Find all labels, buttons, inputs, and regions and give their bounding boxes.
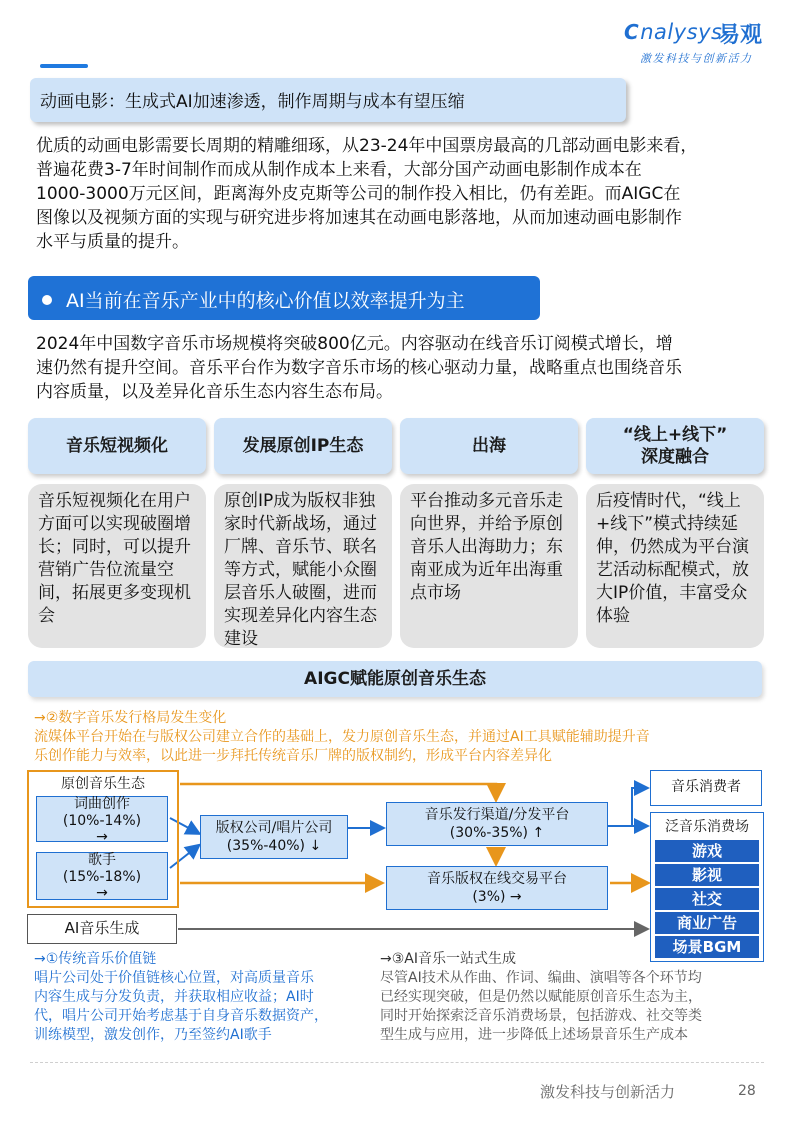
- lyric-pct: (10%-14%): [62, 813, 142, 829]
- note-title: →①传统音乐价值链: [34, 951, 157, 967]
- channel-pct: (30%-35%) ↑: [449, 825, 545, 841]
- logo-tagline: 激发科技与创新活力: [640, 52, 753, 65]
- card-title-short-video: 音乐短视频化: [28, 418, 206, 474]
- note-ai-onestop: [380, 950, 760, 1045]
- para-line: 1000-3000万元区间，距离海外皮克斯等公司的制作投入相比，仍有差距。而AIGC在: [36, 184, 681, 204]
- pan-music-title: 泛音乐消费场: [665, 819, 749, 835]
- trade-pct: (3%) →: [472, 889, 522, 905]
- para-line: 水平与质量的提升。: [36, 232, 189, 252]
- note-line: 唱片公司处于价值链核心位置，对高质量音乐: [34, 970, 314, 986]
- footer-divider: [30, 1062, 764, 1063]
- page-number: 28: [738, 1083, 756, 1099]
- note-value-chain: [34, 950, 374, 1045]
- para-line: 优质的动画电影需要长周期的精雕细琢，从23-24年中国票房最高的几部动画电影来看，: [36, 136, 698, 156]
- para-line: 2024年中国数字音乐市场规模将突破800亿元。内容驱动在线音乐订阅模式增长，增: [36, 334, 673, 354]
- lyric-name: 词曲创作: [74, 796, 130, 812]
- para-line: 普遍花费3-7年时间制作而成从制作成本上来看，大部分国产动画电影制作成本在: [36, 160, 642, 180]
- card-body-online-offline: 后疫情时代，“线上+线下”模式持续延伸，仍然成为平台演艺活动标配模式，放大IP价值，丰富受众体验: [586, 484, 764, 648]
- note-line: 乐创作能力与效率，以此进一步拜托传统音乐厂牌的版权制约，形成平台内容差异化: [34, 748, 552, 764]
- note-line: 内容生成与分发负责，并获取相应收益；AI时: [34, 989, 314, 1005]
- logo-cn: 易观: [718, 23, 763, 48]
- trade-name: 音乐版权在线交易平台: [427, 871, 567, 887]
- lyric-trend: →: [96, 829, 108, 845]
- note-line: 流媒体平台开始在与版权公司建立合作的基础上，发力原创音乐生态，并通过AI工具赋能辅助提升音: [34, 729, 650, 745]
- note-title: →③AI音乐一站式生成: [380, 951, 516, 967]
- note-line: 同时开始探索泛音乐消费场景，包括游戏、社交等类: [380, 1008, 702, 1024]
- logo-name: nalysys: [640, 20, 723, 44]
- singer-name: 歌手: [88, 852, 116, 868]
- footer-tagline: 激发科技与创新活力: [540, 1083, 676, 1101]
- section-title: 动画电影：生成式AI加速渗透，制作周期与成本有望压缩: [30, 78, 626, 122]
- distribution-channel-box: [386, 802, 608, 846]
- card-title-overseas: 出海: [400, 418, 578, 474]
- pan-item-bgm: 场景BGM: [655, 936, 759, 958]
- logo-mark-icon: C: [624, 20, 640, 44]
- card-title-online-offline: “线上+线下” 深度融合: [586, 418, 764, 474]
- label-co-name: 版权公司/唱片公司: [215, 820, 333, 836]
- pan-item-ads: 商业广告: [655, 912, 759, 934]
- card-body-overseas: 平台推动多元音乐走向世界，并给予原创音乐人出海助力；东南亚成为近年出海重点市场: [400, 484, 578, 648]
- singer-pct: (15%-18%): [62, 869, 142, 885]
- singer-trend: →: [96, 885, 108, 901]
- copyright-trade-box: [386, 866, 608, 910]
- arrow-channel-consumer: [608, 788, 646, 826]
- pan-item-social: 社交: [655, 888, 759, 910]
- pan-item-game: 游戏: [655, 840, 759, 862]
- para-line: 图像以及视频方面的实现与研究进步将加速其在动画电影落地，从而加速动画电影制作: [36, 208, 682, 228]
- para-line: 内容质量，以及差异化音乐生态内容生态布局。: [36, 382, 393, 402]
- origin-ecosystem-label: 原创音乐生态: [61, 776, 145, 792]
- note-line: 型生成与应用，进一步降低上述场景音乐生产成本: [380, 1027, 688, 1043]
- note-line: 已经实现突破，但是仍然以赋能原创音乐生态为主，: [380, 989, 702, 1005]
- arrow-origin-top: [180, 784, 496, 798]
- headline-text: AI当前在音乐产业中的核心价值以效率提升为主: [66, 290, 465, 312]
- card-body-short-video: 音乐短视频化在用户方面可以实现破圈增长；同时，可以提升营销广告位流量空间，拓展更多变现机会: [28, 484, 206, 648]
- card-title-original-ip: 发展原创IP生态: [214, 418, 392, 474]
- label-co-pct: (35%-40%) ↓: [226, 838, 322, 854]
- aigc-title: AIGC赋能原创音乐生态: [28, 661, 762, 697]
- note-title: →②数字音乐发行格局发生变化: [34, 710, 227, 726]
- note-line: 训练模型，激发创作，乃至签约AI歌手: [34, 1027, 272, 1043]
- ai-generation-box: AI音乐生成: [27, 914, 177, 944]
- note-line: 尽管AI技术从作曲、作词、编曲、演唱等各个环节均: [380, 970, 702, 986]
- lyric-creation-box: [36, 796, 168, 845]
- channel-name: 音乐发行渠道/分发平台: [424, 807, 570, 823]
- music-consumer-box: 音乐消费者: [650, 770, 762, 806]
- note-line: 代，唱片公司开始考虑基于自身音乐数据资产，: [34, 1008, 328, 1024]
- label-company-box: [200, 815, 348, 859]
- para-line: 速仍然有提升空间。音乐平台作为数字音乐市场的核心驱动力量，战略重点也围绕音乐: [36, 358, 682, 378]
- pan-item-film: 影视: [655, 864, 759, 886]
- card-body-original-ip: 原创IP成为版权非独家时代新战场，通过厂牌、音乐节、联名等方式，赋能小众圈层音乐人破圈，进而实现差异化内容生态建设: [214, 484, 392, 648]
- singer-box: [36, 852, 168, 900]
